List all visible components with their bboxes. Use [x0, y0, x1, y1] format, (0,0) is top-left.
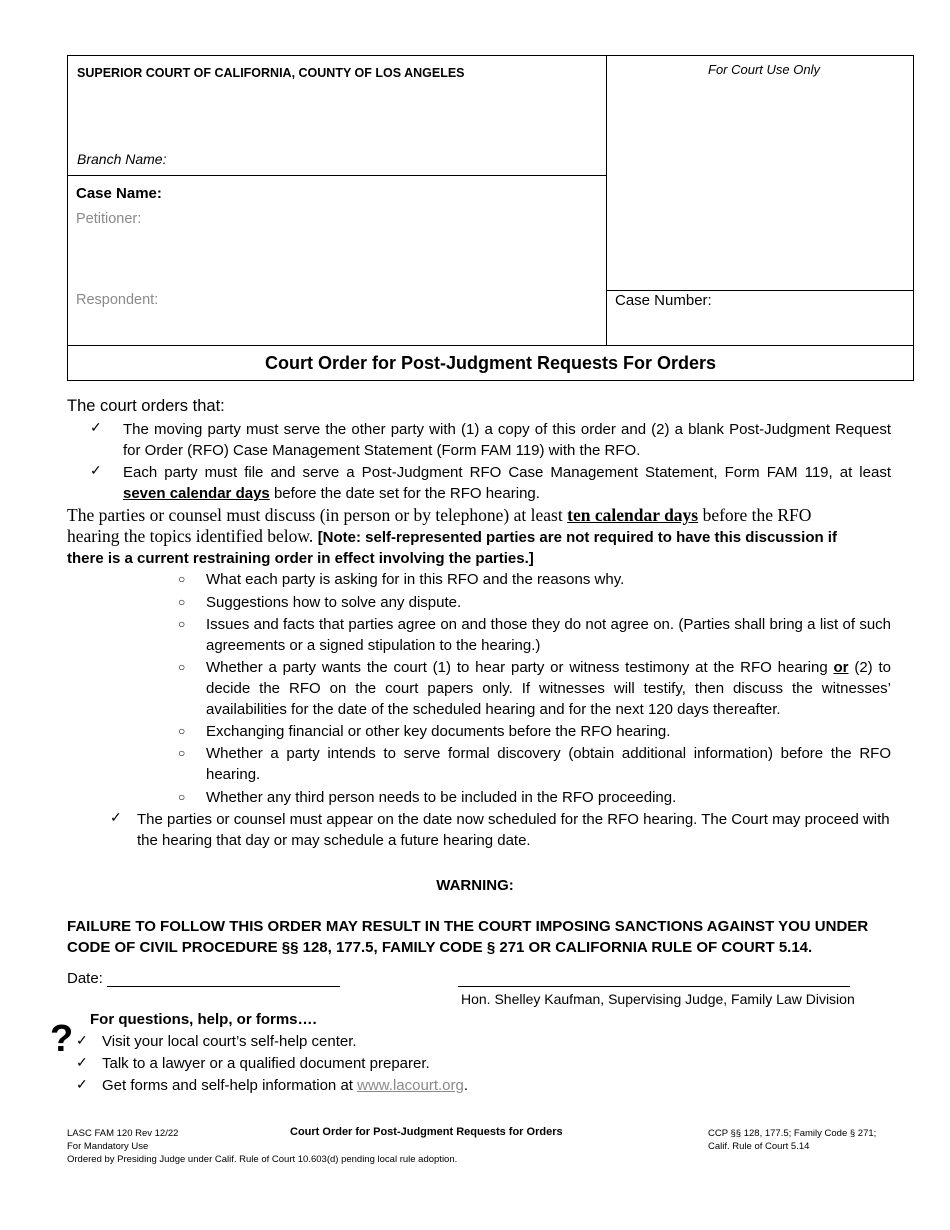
bullet-icon: ○ — [178, 572, 186, 586]
question-icon: ? — [50, 1018, 74, 1060]
court-name: SUPERIOR COURT OF CALIFORNIA, COUNTY OF LOS ANGELES — [77, 66, 465, 80]
caption-box — [67, 55, 914, 381]
footer-title: Court Order for Post-Judgment Requests for Orders — [290, 1126, 563, 1138]
date-line[interactable] — [107, 986, 340, 987]
caption-divider — [606, 55, 607, 346]
signature-line[interactable] — [458, 986, 850, 987]
branch-name-label: Branch Name: — [77, 151, 167, 167]
title-divider — [67, 345, 914, 346]
court-use-label: For Court Use Only — [708, 62, 820, 77]
help-item-3: Get forms and self-help information at www.lacourt.org. — [102, 1077, 469, 1094]
order-2: Each party must file and serve a Post-Judgment RFO Case Management Statement, Form FAM 119, at least seven calendar days before the date set for the RFO hearing. — [123, 464, 891, 502]
respondent-label: Respondent: — [76, 292, 159, 308]
topic-1: What each party is asking for in this RFO and the reasons why. — [206, 571, 625, 588]
bullet-icon: ○ — [178, 595, 186, 609]
footer-mandatory: For Mandatory Use — [67, 1141, 149, 1152]
bullet-icon: ○ — [178, 617, 186, 631]
warning-text: FAILURE TO FOLLOW THIS ORDER MAY RESULT IN THE COURT IMPOSING SANCTIONS AGAINST YOU UNDER CODE OF CIVIL PROCEDURE §§ 128, 177.5, FAMILY CODE § 271 OR CALIFORNIA RULE OF COURT 5.14. — [67, 918, 869, 956]
checkmark-icon: ✓ — [76, 1054, 88, 1070]
topic-7: Whether any third person needs to be included in the RFO proceeding. — [206, 789, 677, 806]
lacourt-link[interactable]: www.lacourt.org — [357, 1077, 464, 1094]
footer-citation-2: Calif. Rule of Court 5.14 — [708, 1141, 810, 1152]
bullet-icon: ○ — [178, 724, 186, 738]
caption-row-divider — [67, 175, 607, 176]
help-item-2: Talk to a lawyer or a qualified document preparer. — [102, 1055, 430, 1072]
topic-2: Suggestions how to solve any dispute. — [206, 594, 462, 611]
footer-form-id: LASC FAM 120 Rev 12/22 — [67, 1128, 179, 1139]
checkmark-icon: ✓ — [76, 1076, 88, 1092]
topic-6: Whether a party intends to serve formal discovery (obtain additional information) before the RFO hearing. — [206, 745, 891, 783]
bullet-icon: ○ — [178, 660, 186, 674]
bullet-icon: ○ — [178, 746, 186, 760]
order-1: The moving party must serve the other party with (1) a copy of this order and (2) a blank Post-Judgment Request for Order (RFO) Case Management Statement (Form FAM 119) with the RFO. — [123, 421, 891, 459]
form-title: Court Order for Post-Judgment Requests For Orders — [264, 353, 717, 373]
case-name-label: Case Name: — [76, 185, 162, 202]
topic-5: Exchanging financial or other key documents before the RFO hearing. — [206, 723, 671, 740]
case-number-divider — [606, 290, 914, 291]
topic-3: Issues and facts that parties agree on and those they do not agree on. (Parties shall bring a list of such agreements or a signed stipulation to the hearing.) — [206, 616, 891, 654]
checkmark-icon: ✓ — [90, 419, 102, 435]
footer-citation-1: CCP §§ 128, 177.5; Family Code § 271; — [708, 1128, 877, 1139]
help-item-1: Visit your local court’s self-help center. — [102, 1033, 357, 1050]
appear-order: The parties or counsel must appear on the date now scheduled for the RFO hearing. The Court may proceed with the hearing that day or may schedule a future hearing date. — [137, 811, 890, 849]
footer-ordered: Ordered by Presiding Judge under Calif. Rule of Court 10.603(d) pending local rule adoption. — [67, 1154, 458, 1165]
warning-title: WARNING: — [436, 877, 514, 894]
discussion-paragraph: The parties or counsel must discuss (in person or by telephone) at least ten calendar days before the RFO hearing the topics identified below. [Note: self-represented parties are not required to have this discussion if there is a current restraining order in effect involving the parties.] — [67, 505, 837, 567]
judge-name: Hon. Shelley Kaufman, Supervising Judge, Family Law Division — [461, 991, 855, 1007]
bullet-icon: ○ — [178, 790, 186, 804]
case-number-label: Case Number: — [615, 292, 712, 309]
petitioner-label: Petitioner: — [76, 211, 142, 227]
checkmark-icon: ✓ — [110, 809, 122, 825]
date-label: Date: — [67, 970, 103, 987]
intro-text: The court orders that: — [67, 397, 225, 415]
checkmark-icon: ✓ — [76, 1032, 88, 1048]
topic-4: Whether a party wants the court (1) to hear party or witness testimony at the RFO hearing or (2) to decide the RFO on the court papers only. If witnesses will testify, then discuss the witnesses’ availabilities for the date of the scheduled hearing and for the next 120 days thereafter. — [206, 659, 892, 718]
checkmark-icon: ✓ — [90, 462, 102, 478]
help-title: For questions, help, or forms…. — [90, 1011, 317, 1028]
